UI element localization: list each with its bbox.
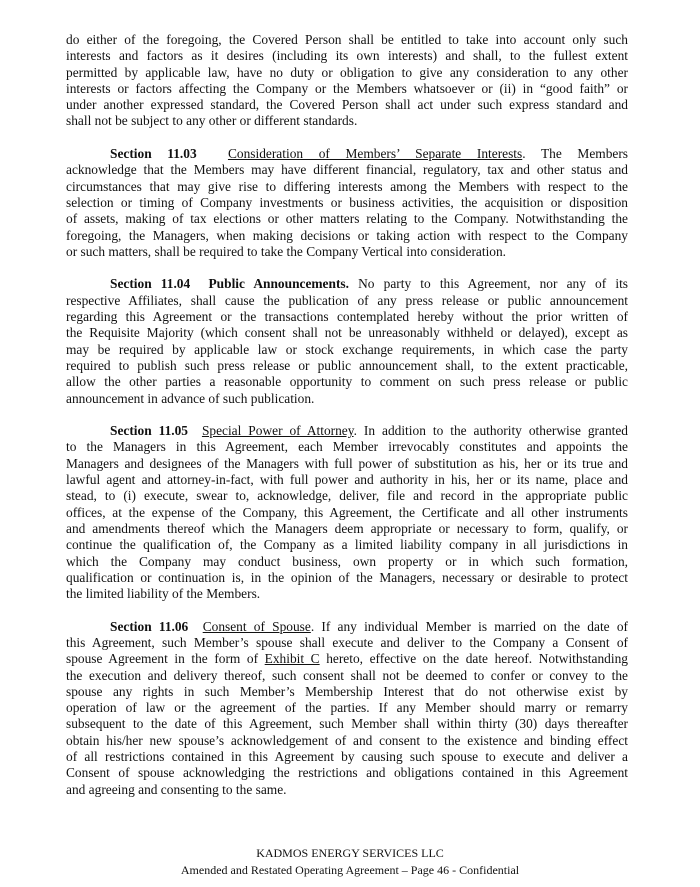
text-line: Consent of spouse acknowledging the restrictions and obligations contained in this Agreement bbox=[66, 765, 628, 781]
footer-company: KADMOS ENERGY SERVICES LLC bbox=[256, 846, 444, 860]
section-intro-text: . If any individual Member is married on the date of bbox=[310, 618, 628, 634]
text-line: to the Managers in this Agreement, each Member irrevocably constitutes and appoints the bbox=[66, 439, 628, 455]
section-intro-text: . The Members bbox=[522, 146, 629, 162]
text-line: the Requisite Majority (which consent shall not be unreasonably withheld or delayed), except as bbox=[66, 325, 628, 341]
text-line: interests and factors as it desires (including its own interests) and shall, to the fullest extent bbox=[66, 48, 628, 64]
text-line: which the Company may conduct business, own property or in which such formation, bbox=[66, 553, 628, 569]
section-1104 bbox=[66, 276, 628, 406]
section-intro-text: No party to this Agreement, nor any of its bbox=[348, 276, 628, 292]
text-line: required to publish such press release or public announcement shall, to the extent practicable, bbox=[66, 357, 628, 373]
text-line: and agreeing and consenting to the same. bbox=[66, 781, 287, 797]
section-heading-line bbox=[66, 619, 628, 635]
text-line: obtain his/her new spouse’s acknowledgement of and consent to the existence and binding effect bbox=[66, 732, 628, 748]
section-number: Section 11.04 bbox=[110, 276, 191, 292]
text-line: qualification or continuation is, in the opinion of the Managers, necessary or desirable to protect bbox=[66, 569, 628, 585]
text-line: continue the qualification of, the Company as a limited liability company in all jurisdictions in bbox=[66, 537, 628, 553]
text-line: selection or timing of Company investments or business activities, the acquisition or disposition bbox=[66, 194, 628, 210]
text-line: may be required by applicable law or stock exchange requirements, in which case the party bbox=[66, 341, 628, 357]
document-page bbox=[66, 32, 628, 814]
text-line: or such matters, shall be required to take the Company Vertical into consideration. bbox=[66, 243, 507, 259]
section-number: Section 11.06 bbox=[110, 618, 189, 634]
text-line: of assets, making of tax elections or other matters relating to the Company. Notwithstanding the bbox=[66, 211, 628, 227]
text-line: shall not be subject to any other or different standards. bbox=[66, 113, 358, 129]
text-line: do either of the foregoing, the Covered Person shall be entitled to take into account only such bbox=[66, 32, 628, 47]
section-1106 bbox=[66, 619, 628, 798]
footer-document-line: Amended and Restated Operating Agreement – Page 46 - Confidential bbox=[180, 863, 520, 877]
section-number: Section 11.03 bbox=[110, 146, 197, 162]
text-line: allow the other parties a reasonable opportunity to comment on such press release or public bbox=[66, 374, 628, 390]
text-line: and amendments thereof which the Managers deem appropriate or necessary to form, qualify, or bbox=[66, 520, 628, 536]
exhibit-reference: Exhibit C bbox=[264, 651, 320, 667]
text-line: permitted by applicable law, have no duty or obligation to give any consideration to any other bbox=[66, 64, 628, 80]
text-line: interests or factors affecting the Company or the Members whatsoever or (ii) in “good faith” or bbox=[66, 80, 628, 96]
text-line: offices, at the expense of the Company, this Agreement, the Certificate and all other instruments bbox=[66, 504, 628, 520]
section-heading-line bbox=[66, 276, 628, 292]
text-line: spouse any rights in such Member’s Membership Interest that do not otherwise exist by bbox=[66, 683, 628, 699]
paragraph bbox=[66, 32, 628, 130]
section-title: Public Announcements. bbox=[208, 276, 349, 292]
text-line: Managers and designees of the Managers with full power of substitution as his, her or its true and bbox=[66, 455, 628, 471]
text-line: respective Affiliates, shall cause the publication of any press release or public announcement bbox=[66, 292, 628, 308]
section-title: Special Power of Attorney bbox=[201, 423, 354, 439]
section-heading-line bbox=[66, 423, 628, 439]
text-line: under another expressed standard, the Covered Person shall act under such express standard and bbox=[66, 97, 628, 113]
section-title: Consent of Spouse bbox=[202, 618, 311, 634]
text-line: operation of law or the agreement of the parties. If any Member should marry or remarry bbox=[66, 700, 628, 716]
section-heading-line bbox=[66, 146, 628, 162]
text-line: of all restrictions contained in this Agreement by causing such spouse to execute and deliver a bbox=[66, 749, 628, 765]
text-line: lawful agent and attorney-in-fact, with full power and authority in his, her or its name, place and bbox=[66, 472, 628, 488]
section-intro-text: . In addition to the authority otherwise granted bbox=[353, 423, 629, 439]
text-segment: spouse Agreement in the form of bbox=[66, 651, 265, 667]
section-1103 bbox=[66, 146, 628, 260]
text-line: announcement in advance of such publication. bbox=[66, 390, 315, 406]
text-segment: hereto, effective on the date hereof. Notwithstanding bbox=[319, 651, 628, 667]
section-1105 bbox=[66, 423, 628, 602]
text-line: subsequent to the date of this Agreement, such Member shall within thirty (30) days thereafter bbox=[66, 716, 628, 732]
text-line: acknowledge that the Members may have different financial, regulatory, tax and other status and bbox=[66, 162, 628, 178]
text-line: this Agreement, such Member’s spouse shall execute and deliver to the Company a Consent of bbox=[66, 634, 628, 650]
text-line: circumstances that may give rise to differing interests among the Members with respect to the bbox=[66, 178, 628, 194]
section-number: Section 11.05 bbox=[110, 423, 189, 439]
text-line: foregoing, the Managers, when making decisions or taking action with respect to the Company bbox=[66, 227, 628, 243]
text-line: the execution and delivery thereof, such consent shall not be deemed to confer or convey to the bbox=[66, 667, 628, 683]
text-line: the limited liability of the Members. bbox=[66, 586, 261, 602]
text-line: stead, to (i) execute, swear to, acknowledge, deliver, file and record in the appropriate public bbox=[66, 488, 628, 504]
section-title: Consideration of Members’ Separate Interests bbox=[227, 146, 523, 162]
text-line bbox=[66, 651, 628, 667]
page-footer bbox=[0, 845, 700, 879]
text-line: regarding this Agreement or the transactions contemplated hereby without the prior written of bbox=[66, 309, 628, 325]
